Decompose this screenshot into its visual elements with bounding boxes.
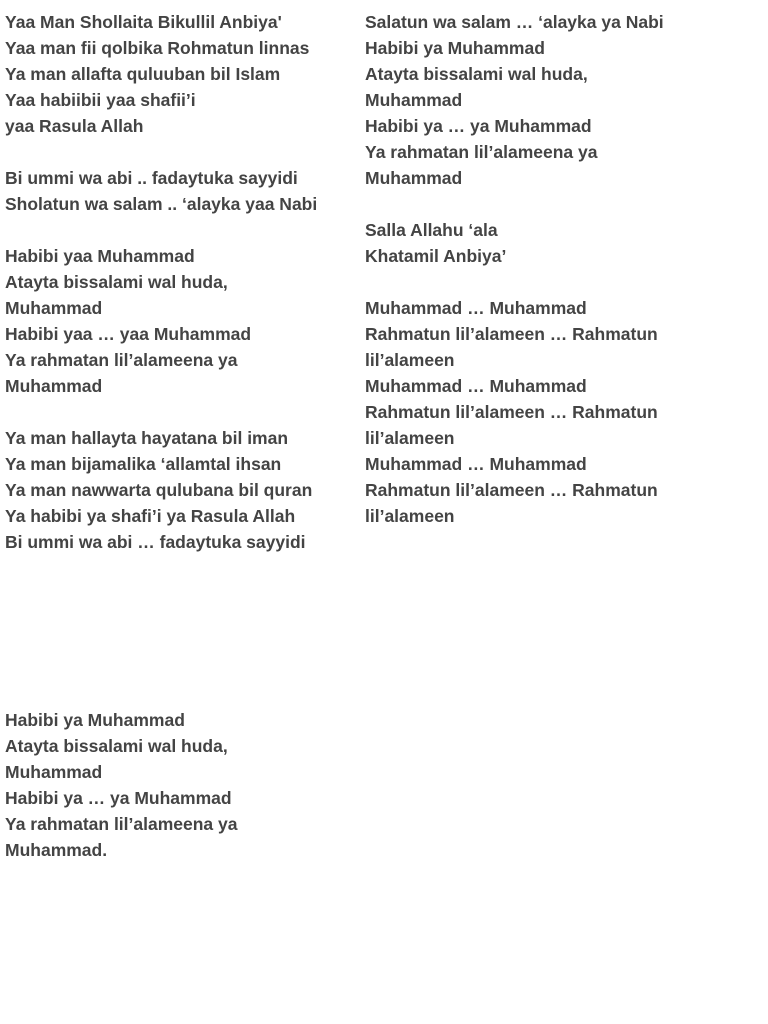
lyric-line: Muhammad … Muhammad: [365, 454, 587, 474]
lyric-line: Atayta bissalami wal huda,: [5, 736, 228, 756]
lyric-line: lil’alameen: [365, 350, 455, 370]
lyric-line: Habibi ya Muhammad: [365, 38, 545, 58]
lyric-line: Bi ummi wa abi … fadaytuka sayyidi: [5, 532, 306, 552]
lyric-line: Ya man allafta quluuban bil Islam: [5, 64, 281, 84]
lyric-line: Atayta bissalami wal huda,: [365, 64, 588, 84]
stanza-gap: [365, 191, 705, 217]
left-stanza-4: [5, 425, 357, 555]
stanza-gap: [5, 139, 357, 165]
lyric-line: Muhammad: [365, 168, 463, 188]
closing-stanza: [5, 707, 357, 863]
lyric-line: Ya man hallayta hayatana bil iman: [5, 428, 289, 448]
right-stanza-2: [365, 217, 705, 269]
lyric-line: Rahmatun lil’alameen … Rahmatun: [365, 324, 658, 344]
lyric-line: Ya habibi ya shafi’i ya Rasula Allah: [5, 506, 296, 526]
lyric-line: Rahmatun lil’alameen … Rahmatun: [365, 402, 658, 422]
lyric-line: Salla Allahu ‘ala: [365, 220, 498, 240]
lyric-line: yaa Rasula Allah: [5, 116, 144, 136]
lyric-line: Salatun wa salam … ‘alayka ya Nabi: [365, 12, 664, 32]
stanza-gap: [5, 217, 357, 243]
right-stanza-3: [365, 295, 705, 529]
lyric-line: lil’alameen: [365, 428, 455, 448]
left-column: [5, 9, 357, 555]
lyric-line: Habibi ya Muhammad: [5, 710, 185, 730]
lyric-line: Atayta bissalami wal huda,: [5, 272, 228, 292]
lyric-line: Habibi ya … ya Muhammad: [5, 788, 232, 808]
lyric-line: Ya man bijamalika ‘allamtal ihsan: [5, 454, 282, 474]
right-stanza-1: [365, 9, 705, 191]
lyric-line: Sholatun wa salam .. ‘alayka yaa Nabi: [5, 194, 318, 214]
left-stanza-1: [5, 9, 357, 139]
lyric-line: Ya rahmatan lil’alameena ya: [365, 142, 598, 162]
lyric-line: Muhammad: [365, 90, 463, 110]
lyric-line: Khatamil Anbiya’: [365, 246, 507, 266]
lyric-line: Ya man nawwarta qulubana bil quran: [5, 480, 313, 500]
lyric-line: Muhammad: [5, 762, 103, 782]
lyric-line: Yaa habiibii yaa shafii’i: [5, 90, 196, 110]
lyric-line: Muhammad.: [5, 840, 108, 860]
lyric-line: Yaa Man Shollaita Bikullil Anbiya': [5, 12, 282, 32]
left-stanza-2: [5, 165, 357, 217]
lyric-line: Rahmatun lil’alameen … Rahmatun: [365, 480, 658, 500]
lyric-line: Muhammad … Muhammad: [365, 298, 587, 318]
lyric-line: Ya rahmatan lil’alameena ya: [5, 350, 238, 370]
stanza-gap: [5, 399, 357, 425]
lyric-line: Muhammad: [5, 298, 103, 318]
right-column: [365, 9, 705, 529]
lyric-line: Ya rahmatan lil’alameena ya: [5, 814, 238, 834]
lyric-line: Muhammad … Muhammad: [365, 376, 587, 396]
lyric-line: Bi ummi wa abi .. fadaytuka sayyidi: [5, 168, 298, 188]
lyric-line: Habibi yaa … yaa Muhammad: [5, 324, 252, 344]
stanza-gap: [365, 269, 705, 295]
lyric-line: Habibi ya … ya Muhammad: [365, 116, 592, 136]
lyric-line: lil’alameen: [365, 506, 455, 526]
lyric-line: Muhammad: [5, 376, 103, 396]
lyric-line: Yaa man fii qolbika Rohmatun linnas: [5, 38, 310, 58]
lyric-line: Habibi yaa Muhammad: [5, 246, 195, 266]
left-stanza-3: [5, 243, 357, 399]
